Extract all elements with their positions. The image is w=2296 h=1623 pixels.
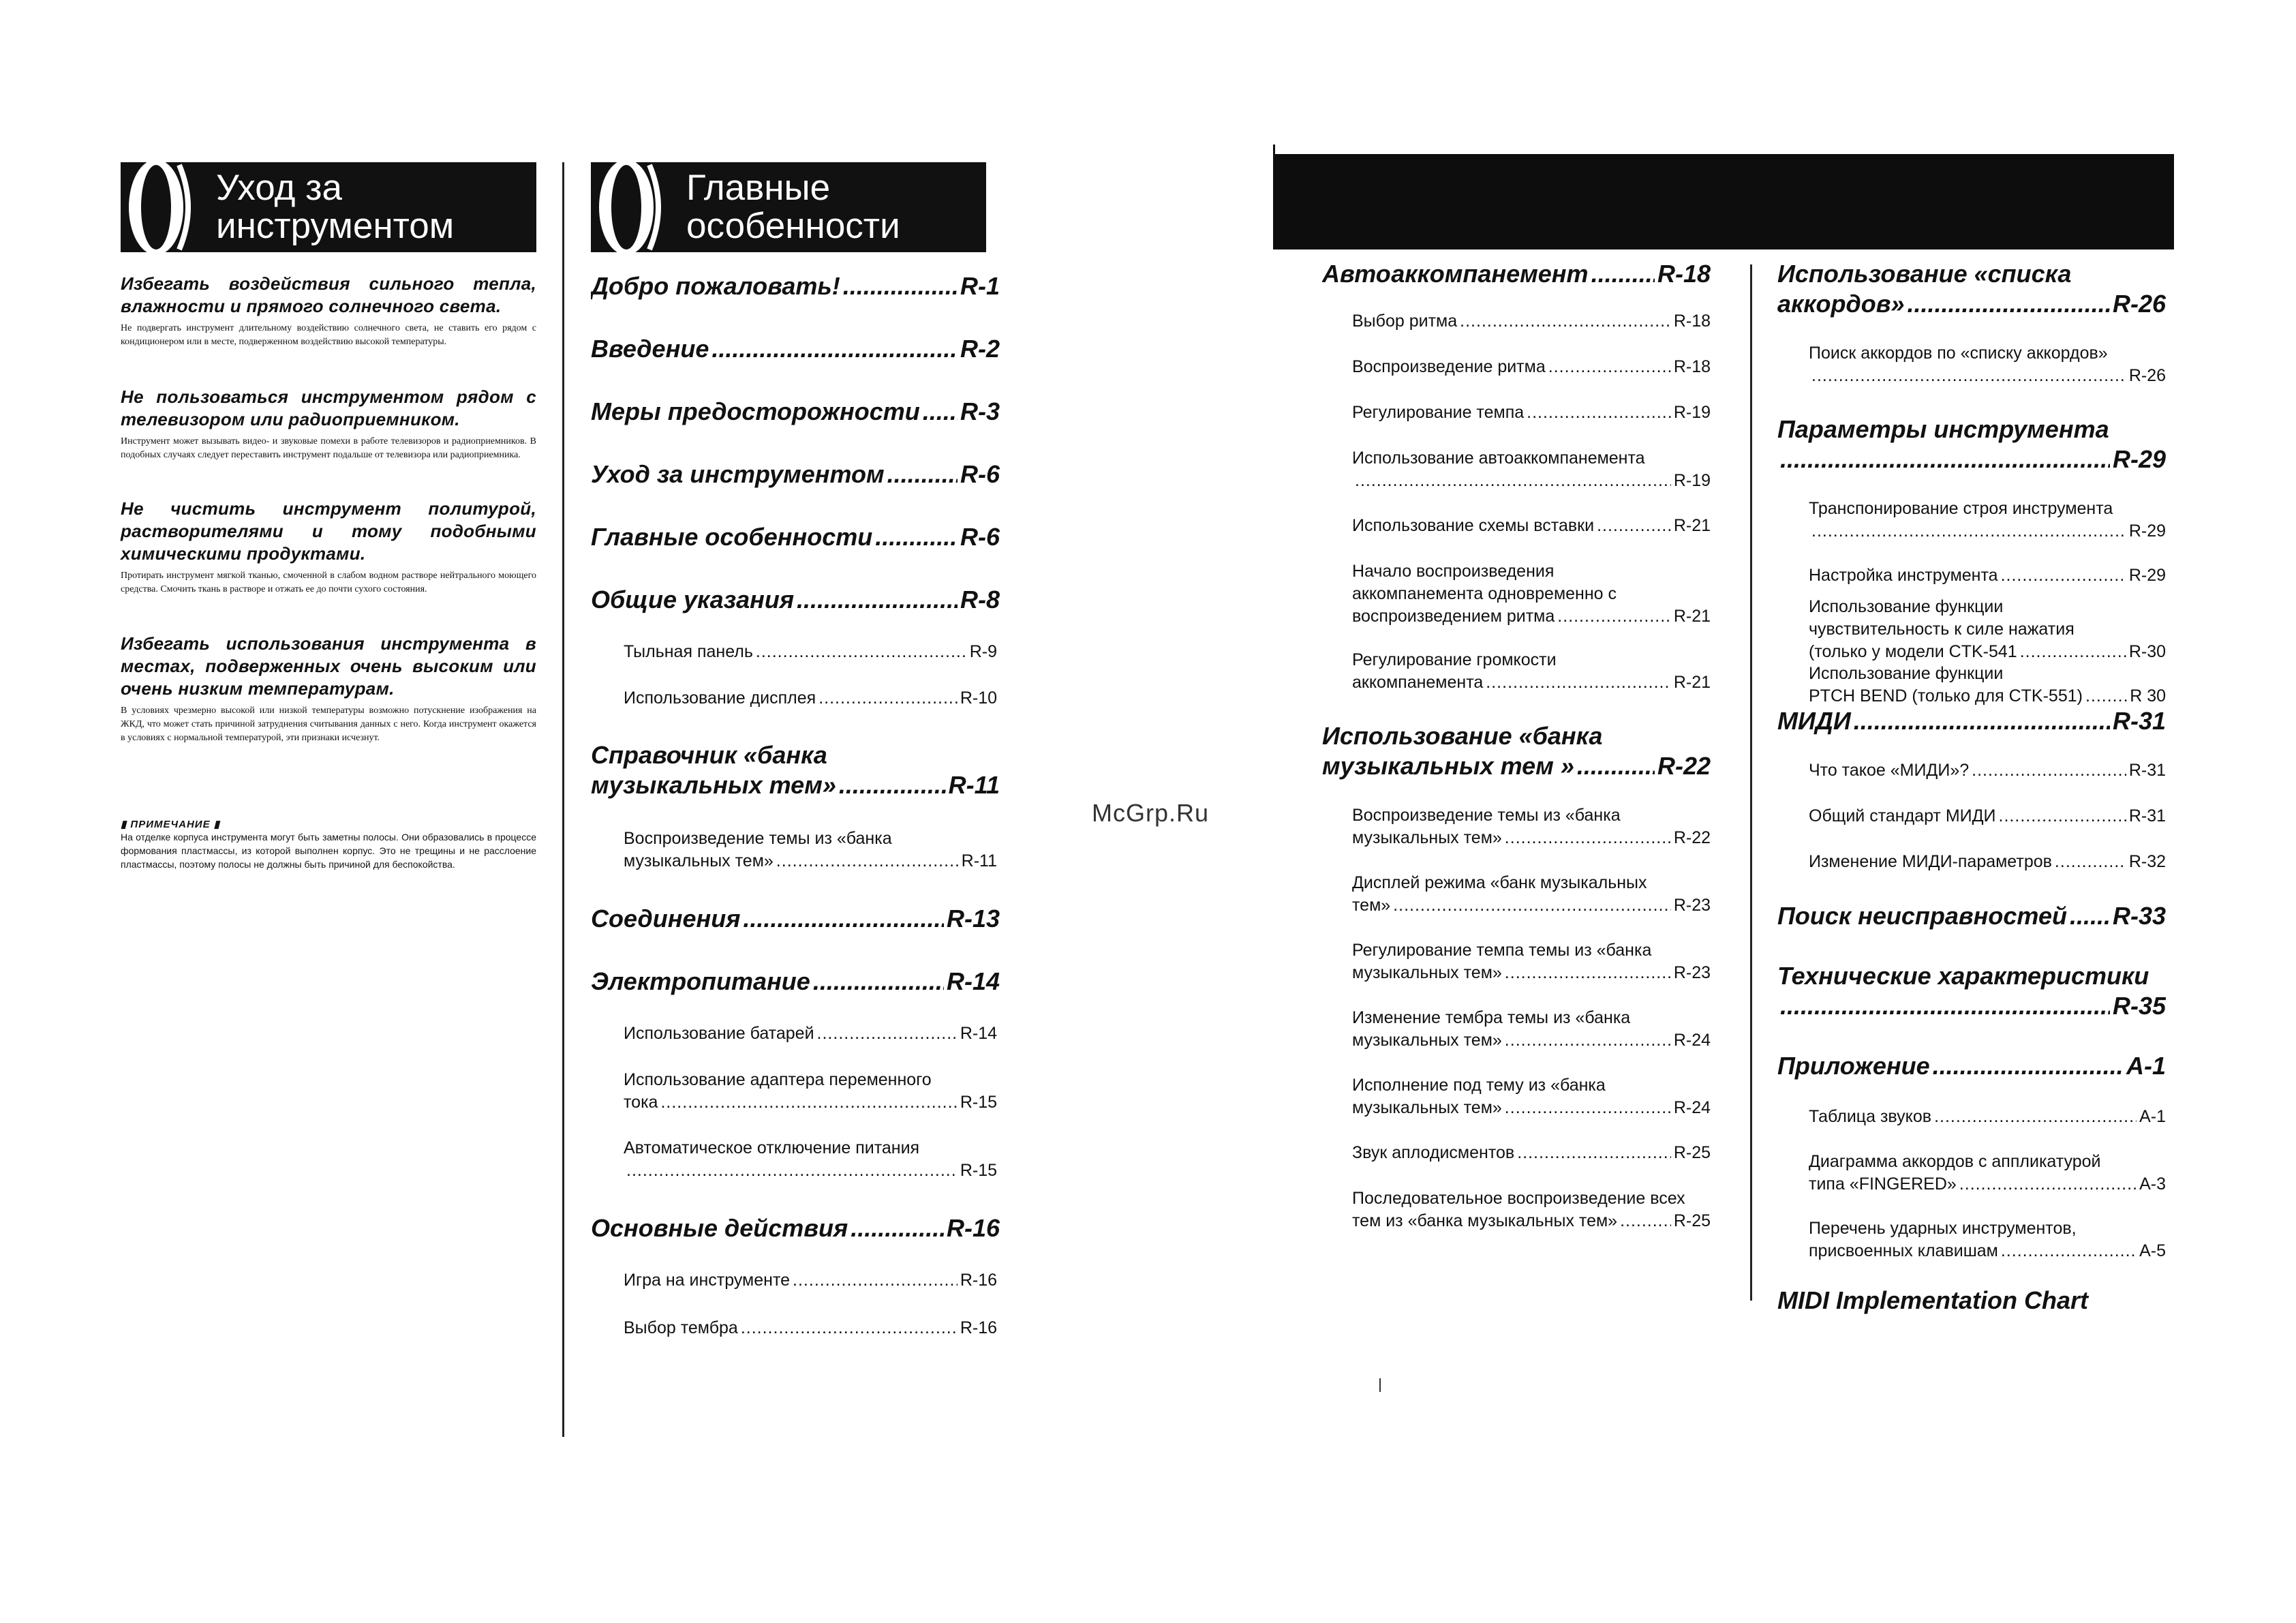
toc-page: R-21 [1673, 607, 1711, 626]
toc-label: Введение [591, 335, 709, 363]
toc-line [1352, 962, 1711, 984]
toc-line [1352, 1097, 1711, 1119]
toc-label: PTCH BEND (только для CTK-551) [1809, 686, 2083, 706]
toc-page: A-1 [2139, 1107, 2166, 1126]
toc-label: Последовательное воспроизведение всех [1352, 1189, 1685, 1208]
toc-entry[interactable] [591, 1213, 1000, 1243]
toc-page: R-26 [2112, 290, 2166, 318]
care-item [121, 273, 536, 349]
toc-page: R 30 [2130, 686, 2166, 706]
note-block [121, 818, 536, 871]
midi-chart-entry[interactable]: MIDI Implementation Chart [1777, 1286, 2089, 1314]
toc-label: Выбор ритма [1352, 312, 1458, 331]
toc-page: R-35 [2112, 992, 2166, 1020]
toc-label: Транспонирование строя инструмента [1809, 499, 2113, 518]
toc-page: R-32 [2128, 852, 2166, 871]
toc-subentry[interactable] [1352, 1187, 1720, 1232]
toc-line [624, 1159, 997, 1182]
features-title: Главные особенности [686, 168, 900, 246]
toc-label: Параметры инструмента [1777, 415, 2109, 443]
watermark: McGrp.Ru [1092, 799, 1210, 827]
toc-entry[interactable] [591, 459, 1000, 489]
toc-label: Технические характеристики [1777, 962, 2149, 990]
toc-subentry[interactable] [1809, 564, 2166, 587]
toc-label: Регулирование темпа темы из «банка [1352, 941, 1652, 960]
toc-line [1777, 444, 2166, 474]
toc-line [1809, 1173, 2166, 1196]
toc-subentry[interactable] [1352, 1142, 1711, 1164]
toc-line [1809, 1240, 2166, 1262]
toc-label: Добро пожаловать! [591, 272, 840, 300]
toc-label: тока [624, 1093, 658, 1112]
toc-subentry[interactable] [1809, 759, 2166, 782]
toc-label: Автоматическое отключение питания [624, 1138, 920, 1157]
toc-page: R-23 [1673, 896, 1711, 915]
toc-page: R-1 [960, 272, 1000, 300]
toc-label: Меры предосторожности [591, 397, 920, 425]
toc-page: R-16 [960, 1271, 997, 1290]
toc-label: Воспроизведение темы из «банка [624, 829, 892, 848]
toc-line [624, 850, 997, 873]
toc-page: A-3 [2139, 1174, 2166, 1194]
toc-label: Игра на инструменте [624, 1271, 791, 1290]
toc-label: Главные особенности [591, 523, 873, 551]
toc-page: R-22 [1673, 828, 1711, 847]
toc-line [1322, 751, 1711, 781]
toc-line [1352, 827, 1711, 849]
toc-page: R-26 [2128, 366, 2166, 385]
toc-entry[interactable] [591, 585, 1000, 615]
toc-label: Общий стандарт МИДИ [1809, 806, 1996, 825]
toc-subentry[interactable] [1352, 649, 1711, 694]
toc-entry[interactable] [591, 967, 1000, 997]
toc-subentry[interactable] [1352, 939, 1711, 984]
page-header-bar [1273, 154, 2174, 249]
toc-label: музыкальных тем» [591, 771, 836, 799]
care-section-header [121, 162, 536, 252]
care-item [121, 386, 536, 462]
toc-page: R-33 [2112, 902, 2166, 930]
toc-subentry[interactable] [1809, 1217, 2166, 1262]
toc-subentry[interactable] [624, 641, 997, 663]
toc-page: R-15 [960, 1093, 997, 1112]
toc-subentry[interactable] [1352, 1074, 1711, 1119]
toc-page: R-2 [960, 335, 1000, 363]
toc-page: R-18 [1673, 312, 1711, 331]
toc-label: Перечень ударных инструментов, [1809, 1219, 2077, 1238]
toc-page: R-21 [1673, 516, 1711, 535]
toc-page: R-18 [1673, 357, 1711, 376]
toc-label: музыкальных тем» [1352, 1031, 1502, 1050]
toc-entry[interactable] [1777, 706, 2166, 736]
toc-subentry[interactable] [1352, 447, 1711, 492]
toc-label: Соединения [591, 905, 741, 932]
toc-entry[interactable] [591, 904, 1000, 934]
toc-label: чувствительность к силе нажатия [1809, 620, 2075, 639]
toc-subentry[interactable] [1352, 401, 1711, 424]
toc-label: музыкальных тем» [1352, 1098, 1502, 1117]
care-item [121, 498, 536, 596]
toc-page: R-25 [1673, 1143, 1711, 1162]
toc-line [1777, 289, 2166, 319]
toc-line [1809, 365, 2166, 387]
toc-entry[interactable] [1777, 1051, 2166, 1081]
toc-page: R-14 [960, 1024, 997, 1043]
toc-label: тем из «банка музыкальных тем» [1352, 1211, 1618, 1230]
toc-page: R-8 [960, 586, 1000, 613]
toc-label: Уход за инструментом [591, 460, 885, 488]
toc-entry[interactable] [591, 271, 1000, 301]
toc-entry[interactable] [591, 334, 1000, 364]
toc-page: R-16 [960, 1318, 997, 1337]
toc-label: Поиск неисправностей [1777, 902, 2067, 930]
toc-page: R-9 [969, 642, 997, 661]
care-item [121, 633, 536, 745]
toc-line [1352, 605, 1711, 628]
toc-entry[interactable] [1322, 259, 1711, 289]
toc-label: Использование схемы вставки [1352, 516, 1595, 535]
toc-label: Регулирование темпа [1352, 403, 1525, 422]
scan-mark [1379, 1378, 1381, 1392]
toc-label: Воспроизведение ритма [1352, 357, 1546, 376]
toc-label: Тыльная панель [624, 642, 753, 661]
toc-page: R-24 [1673, 1031, 1711, 1050]
toc-label: Диаграмма аккордов с аппликатурой [1809, 1152, 2101, 1171]
toc-label: Использование автоаккомпанемента [1352, 449, 1645, 468]
toc-page: R-19 [1673, 403, 1711, 422]
toc-subentry[interactable] [1809, 342, 2166, 387]
toc-label: (только у модели CTK-541 [1809, 642, 2017, 661]
toc-page: R-11 [948, 771, 1000, 799]
toc-subentry[interactable] [1352, 1007, 1711, 1052]
toc-page: R-31 [2128, 806, 2166, 825]
toc-label: аккомпанемента одновременно с [1352, 584, 1617, 603]
toc-page: R-29 [2112, 445, 2166, 473]
toc-page: R-3 [960, 397, 1000, 425]
toc-label: Использование дисплея [624, 688, 816, 708]
toc-page: R-13 [946, 905, 1000, 932]
toc-label: Регулирование громкости [1352, 650, 1557, 669]
features-section-header [591, 162, 986, 252]
toc-entry[interactable] [591, 522, 1000, 552]
toc-subentry[interactable] [1352, 515, 1711, 537]
toc-subentry[interactable] [1809, 805, 2166, 828]
toc-label: воспроизведением ритма [1352, 607, 1555, 626]
toc-entry[interactable] [591, 397, 1000, 427]
toc-label: Основные действия [591, 1214, 848, 1242]
toc-line [591, 770, 1000, 800]
care-text: Протирать инструмент мягкой тканью, смоченной в слабом водном растворе нейтрального моющего средства. Смочить ткань в растворе и отжать ее до почти сухого состояния. [121, 571, 536, 594]
toc-subentry[interactable] [1809, 1106, 2166, 1128]
toc-label: музыкальных тем» [624, 851, 774, 870]
toc-label: Дисплей режима «банк музыкальных [1352, 873, 1647, 892]
toc-label: Использование функции [1809, 597, 2004, 616]
toc-line [1352, 894, 1711, 917]
toc-page: R-15 [960, 1161, 997, 1180]
toc-label: Начало воспроизведения [1352, 562, 1555, 581]
toc-label: Автоаккомпанемент [1322, 260, 1589, 288]
toc-page: A-5 [2139, 1241, 2166, 1260]
toc-line [1352, 671, 1711, 694]
care-text: В условиях чрезмерно высокой или низкой температуры возможно потускнение изображения на ЖКД, что может стать причиной затруднения считывания данных с него. Когда инструмент окажется в условиях с нормальной температурой, эти признаки исчезнут. [121, 706, 536, 743]
toc-page: R-25 [1673, 1211, 1711, 1230]
toc-subentry[interactable] [1352, 560, 1711, 628]
toc-line [624, 1091, 997, 1114]
care-heading: Избегать использования инструмента в местах, подверженных очень высоким или очень низким температурам. [121, 633, 536, 699]
toc-label: Исполнение под тему из «банка [1352, 1076, 1606, 1095]
toc-page: R-31 [2128, 761, 2166, 780]
toc-line [1809, 685, 2166, 708]
toc-page: R-14 [946, 967, 1000, 995]
toc-subentry[interactable] [624, 828, 997, 873]
toc-page: R-31 [2112, 707, 2166, 735]
toc-entry[interactable] [1777, 414, 2166, 474]
toc-page: R-6 [960, 523, 1000, 551]
toc-page: R-30 [2128, 642, 2166, 661]
toc-label: Общие указания [591, 586, 795, 613]
care-text: Не подвергать инструмент длительному воздействию солнечного света, не ставить его рядом с кондиционером или в месте, подверженном воздействию высокой температуры. [121, 323, 536, 347]
toc-label: Таблица звуков [1809, 1107, 1932, 1126]
toc-page: R-22 [1657, 752, 1711, 780]
toc-subentry[interactable] [624, 1269, 997, 1292]
toc-subentry[interactable] [1809, 1151, 2166, 1196]
toc-page: A-1 [2126, 1052, 2166, 1080]
column-divider [1750, 264, 1752, 1301]
toc-label: Использование адаптера переменного [624, 1070, 932, 1089]
toc-label: Настройка инструмента [1809, 566, 1998, 585]
toc-subentry[interactable] [624, 1022, 997, 1045]
toc-label: Использование «списка [1777, 260, 2072, 288]
toc-label: МИДИ [1777, 707, 1851, 735]
toc-label: Выбор тембра [624, 1318, 738, 1337]
toc-subentry[interactable] [624, 687, 997, 710]
bracket-mark-icon [121, 162, 200, 252]
toc-label: типа «FINGERED» [1809, 1174, 1957, 1194]
toc-entry[interactable] [1777, 961, 2166, 1021]
toc-label: Справочник «банка [591, 741, 827, 769]
toc-label: Использование функции [1809, 664, 2004, 683]
column-divider [562, 162, 564, 1437]
toc-label: тем» [1352, 896, 1391, 915]
toc-line [1352, 1029, 1711, 1052]
toc-label: музыкальных тем» [1352, 828, 1502, 847]
toc-line [1809, 520, 2166, 543]
toc-label: Электропитание [591, 967, 810, 995]
toc-label: музыкальных тем » [1322, 752, 1574, 780]
toc-label: Воспроизведение темы из «банка [1352, 806, 1621, 825]
toc-subentry[interactable] [1809, 663, 2166, 708]
toc-page: R-6 [960, 460, 1000, 488]
toc-page: R-29 [2128, 521, 2166, 541]
toc-page: R-29 [2128, 566, 2166, 585]
toc-subentry[interactable] [1352, 356, 1711, 378]
toc-entry[interactable] [1322, 721, 1711, 781]
bracket-mark-icon [591, 162, 670, 252]
toc-page: R-10 [960, 688, 997, 708]
toc-subentry[interactable] [624, 1317, 997, 1339]
toc-line [1809, 641, 2166, 663]
toc-label: присвоенных клавишам [1809, 1241, 1998, 1260]
toc-label: Использование батарей [624, 1024, 814, 1043]
toc-label: Использование «банка [1322, 722, 1603, 750]
toc-subentry[interactable] [1352, 804, 1711, 849]
toc-label: Изменение МИДИ-параметров [1809, 852, 2052, 871]
toc-page: R-23 [1673, 963, 1711, 982]
care-heading: Избегать воздействия сильного тепла, влажности и прямого солнечного света. [121, 273, 536, 316]
note-heading: ▮ ПРИМЕЧАНИЕ ▮ [121, 819, 221, 830]
care-text: Инструмент может вызывать видео- и звуковые помехи в работе телевизоров и радиоприемников. В подобных случаях следует переставить инструмент подальше от телевизора или радиоприемника. [121, 436, 536, 460]
toc-page: R-18 [1657, 260, 1711, 288]
page-header-tick [1273, 145, 1275, 160]
toc-page: R-24 [1673, 1098, 1711, 1117]
toc-subentry[interactable] [1809, 851, 2166, 873]
toc-label: музыкальных тем» [1352, 963, 1502, 982]
toc-line [1777, 991, 2166, 1021]
care-title: Уход за инструментом [216, 168, 455, 246]
toc-label: Приложение [1777, 1052, 1930, 1080]
toc-page: R-21 [1673, 673, 1711, 692]
toc-line [1352, 1210, 1711, 1232]
toc-subentry[interactable] [1809, 596, 2166, 663]
toc-subentry[interactable] [1352, 310, 1711, 333]
toc-subentry[interactable] [624, 1137, 997, 1182]
toc-page: R-19 [1673, 471, 1711, 490]
note-text: На отделке корпуса инструмента могут быть заметны полосы. Они образовались в процессе формования пластмассы, из которой выполнен корпус. Это не трещины и не расслоение пластмассы, поэтому полосы не должны быть причиной для беспокойства. [121, 832, 536, 870]
toc-label: аккомпанемента [1352, 673, 1484, 692]
care-heading: Не пользоваться инструментом рядом с телевизором или радиоприемником. [121, 386, 536, 429]
toc-label: Поиск аккордов по «списку аккордов» [1809, 344, 2108, 363]
toc-line [1352, 470, 1711, 492]
toc-label: Изменение тембра темы из «банка [1352, 1008, 1631, 1027]
toc-label: Звук аплодисментов [1352, 1143, 1515, 1162]
toc-page: R-16 [946, 1214, 1000, 1242]
toc-entry[interactable] [1777, 259, 2166, 319]
toc-page: R-11 [961, 851, 997, 870]
toc-subentry[interactable] [624, 1069, 997, 1114]
toc-entry[interactable] [1777, 901, 2166, 931]
toc-subentry[interactable] [1352, 872, 1711, 917]
care-heading: Не чистить инструмент политурой, растворителями и тому подобными химическими продуктами. [121, 498, 536, 564]
toc-label: аккордов» [1777, 290, 1905, 318]
toc-label: Что такое «МИДИ»? [1809, 761, 1970, 780]
toc-subentry[interactable] [1809, 498, 2166, 543]
toc-entry[interactable] [591, 740, 1000, 800]
